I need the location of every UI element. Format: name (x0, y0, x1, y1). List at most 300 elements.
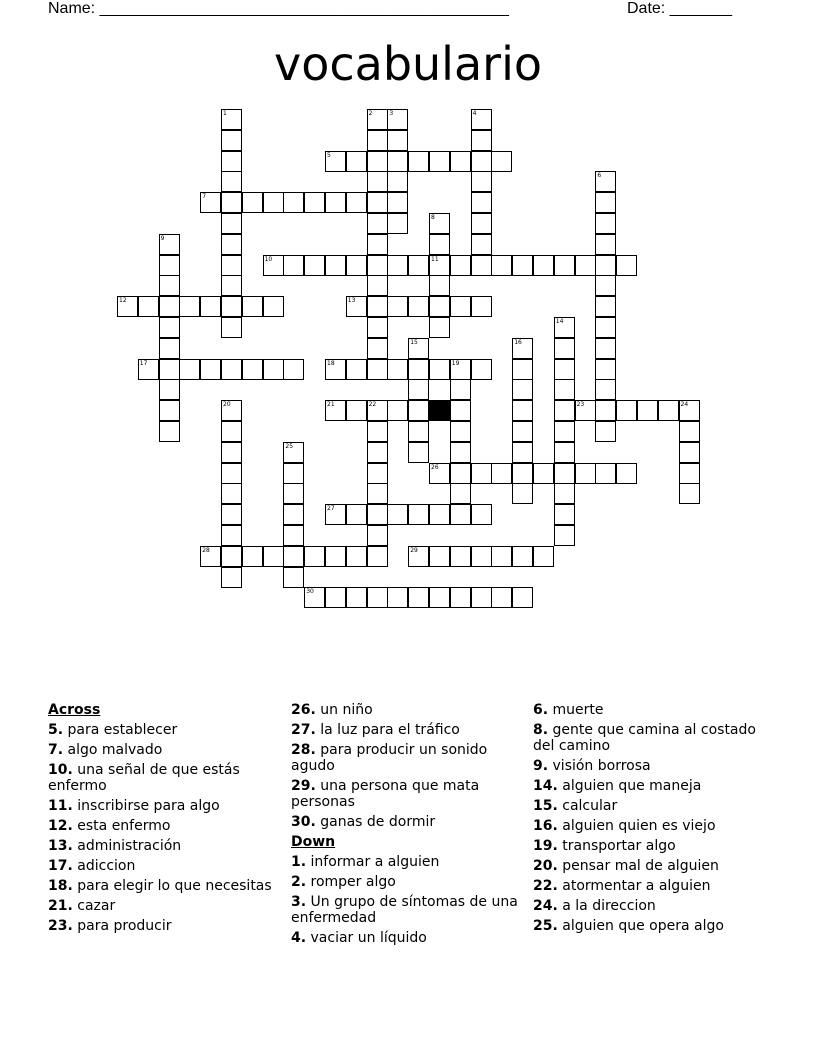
grid-cell[interactable] (595, 275, 616, 296)
grid-cell[interactable] (159, 359, 180, 380)
grid-cell[interactable] (512, 379, 533, 400)
clue-text: una persona que mata personas (291, 778, 480, 810)
grid-cell[interactable] (221, 109, 242, 130)
clue-number-label: 28. (291, 742, 316, 758)
grid-cell[interactable] (221, 151, 242, 172)
grid-cell[interactable] (283, 525, 304, 546)
grid-cell[interactable] (429, 587, 450, 608)
page-title: vocabulario (273, 37, 542, 91)
grid-cell[interactable] (512, 400, 533, 421)
grid-cell[interactable] (387, 587, 408, 608)
grid-cell[interactable] (346, 255, 367, 276)
grid-cell[interactable] (221, 192, 242, 213)
grid-cell[interactable] (429, 213, 450, 234)
grid-cell[interactable] (471, 463, 492, 484)
grid-cell[interactable] (471, 359, 492, 380)
grid-cell[interactable] (512, 483, 533, 504)
grid-cell[interactable] (450, 421, 471, 442)
grid-cell[interactable] (429, 359, 450, 380)
grid-cell[interactable] (554, 421, 575, 442)
clue-section-heading: Across (48, 702, 101, 718)
grid-cell[interactable] (491, 587, 512, 608)
clue-item (533, 818, 773, 834)
grid-cell[interactable] (471, 296, 492, 317)
grid-cell[interactable] (408, 379, 429, 400)
grid-cell[interactable] (367, 130, 388, 151)
clue-text: transportar algo (557, 838, 676, 854)
clue-number: 8 (431, 214, 435, 221)
grid-cell[interactable] (408, 359, 429, 380)
grid-cell[interactable] (367, 192, 388, 213)
grid-cell[interactable] (221, 130, 242, 151)
grid-cell[interactable] (429, 275, 450, 296)
grid-cell[interactable] (242, 192, 263, 213)
grid-cell[interactable] (387, 255, 408, 276)
clue-item (533, 858, 773, 874)
clue-number: 7 (202, 193, 207, 201)
clue-text: administración (72, 838, 182, 854)
grid-cell[interactable] (283, 359, 304, 380)
grid-cell[interactable] (554, 400, 575, 421)
grid-cell[interactable] (221, 442, 242, 463)
clue-item (48, 722, 288, 738)
grid-cell[interactable] (450, 504, 471, 525)
clue-text: muerte (548, 702, 604, 718)
grid-cell[interactable] (200, 359, 221, 380)
grid-cell[interactable] (200, 192, 221, 213)
clue-item (291, 722, 531, 738)
grid-cell[interactable] (346, 400, 367, 421)
grid-cell[interactable] (367, 359, 388, 380)
grid-cell[interactable] (304, 587, 325, 608)
grid-cell[interactable] (221, 234, 242, 255)
grid-cell[interactable] (429, 234, 450, 255)
grid-cell[interactable] (159, 400, 180, 421)
grid-cell[interactable] (429, 296, 450, 317)
grid-cell[interactable] (200, 296, 221, 317)
grid-cell[interactable] (346, 587, 367, 608)
grid-cell[interactable] (575, 400, 596, 421)
clue-number-label: 4. (291, 930, 307, 946)
grid-cell[interactable] (221, 567, 242, 588)
grid-cell[interactable] (408, 546, 429, 567)
grid-cell[interactable] (471, 234, 492, 255)
clue-item (291, 702, 531, 718)
grid-cell[interactable] (179, 296, 200, 317)
grid-cell[interactable] (408, 421, 429, 442)
clue-number: 6 (597, 172, 602, 180)
grid-cell[interactable] (283, 546, 304, 567)
clue-item (533, 778, 773, 794)
grid-cell[interactable] (679, 463, 700, 484)
grid-cell[interactable] (283, 442, 304, 463)
grid-cell[interactable] (450, 587, 471, 608)
clue-number-label: 21. (48, 898, 73, 914)
clue-item (533, 702, 773, 718)
grid-cell[interactable] (304, 255, 325, 276)
grid-cell[interactable] (491, 463, 512, 484)
grid-cell[interactable] (387, 504, 408, 525)
grid-cell[interactable] (346, 546, 367, 567)
grid-cell[interactable] (221, 546, 242, 567)
clue-number: 1 (223, 110, 227, 117)
grid-cell[interactable] (367, 151, 388, 172)
grid-cell[interactable] (408, 151, 429, 172)
clue-item (48, 858, 288, 874)
grid-cell[interactable] (595, 317, 616, 338)
grid-cell[interactable] (346, 359, 367, 380)
grid-cell[interactable] (367, 213, 388, 234)
grid-cell[interactable] (533, 255, 554, 276)
grid-cell[interactable] (491, 151, 512, 172)
grid-cell[interactable] (159, 275, 180, 296)
grid-cell[interactable] (471, 192, 492, 213)
grid-cell[interactable] (595, 421, 616, 442)
grid-cell[interactable] (471, 255, 492, 276)
clue-number: 17 (139, 359, 148, 367)
grid-cell[interactable] (325, 587, 346, 608)
grid-cell[interactable] (575, 255, 596, 276)
grid-cell[interactable] (159, 234, 180, 255)
grid-cell[interactable] (595, 255, 616, 276)
clue-text: pensar mal de alguien (557, 858, 719, 874)
clue-item (291, 854, 531, 870)
grid-cell[interactable] (679, 421, 700, 442)
clue-number: 20 (223, 401, 231, 409)
grid-cell[interactable] (283, 192, 304, 213)
grid-cell[interactable] (221, 525, 242, 546)
clue-number-label: 16. (533, 818, 558, 834)
grid-cell[interactable] (346, 504, 367, 525)
clue-text: cazar (72, 898, 116, 914)
grid-cell[interactable] (263, 192, 284, 213)
grid-cell[interactable] (367, 275, 388, 296)
grid-cell[interactable] (450, 442, 471, 463)
clue-number: 23 (576, 401, 585, 409)
clue-item (291, 814, 531, 830)
grid-cell[interactable] (429, 546, 450, 567)
grid-cell[interactable] (533, 463, 554, 484)
grid-cell[interactable] (408, 442, 429, 463)
grid-cell[interactable] (283, 504, 304, 525)
grid-cell[interactable] (491, 546, 512, 567)
grid-cell[interactable] (554, 255, 575, 276)
grid-cell[interactable] (387, 130, 408, 151)
grid-cell[interactable] (595, 234, 616, 255)
grid-cell[interactable] (679, 400, 700, 421)
grid-cell[interactable] (325, 400, 346, 421)
grid-cell[interactable] (491, 255, 512, 276)
clue-text: ganas de dormir (315, 814, 436, 830)
grid-cell[interactable] (387, 296, 408, 317)
clue-text: para elegir lo que necesitas (72, 878, 272, 894)
grid-cell[interactable] (367, 171, 388, 192)
grid-cell[interactable] (283, 255, 304, 276)
grid-cell[interactable] (242, 546, 263, 567)
grid-cell[interactable] (408, 296, 429, 317)
grid-cell[interactable] (159, 317, 180, 338)
grid-cell[interactable] (554, 463, 575, 484)
clue-text: alguien quien es viejo (557, 818, 716, 834)
clue-text: vaciar un líquido (306, 930, 427, 946)
grid-cell[interactable] (367, 338, 388, 359)
grid-cell[interactable] (325, 504, 346, 525)
clue-item (533, 898, 773, 914)
grid-cell[interactable] (450, 400, 471, 421)
grid-cell[interactable] (138, 359, 159, 380)
grid-cell[interactable] (471, 171, 492, 192)
clue-item (533, 838, 773, 854)
clue-item (533, 798, 773, 814)
grid-cell[interactable] (367, 317, 388, 338)
grid-cell[interactable] (367, 546, 388, 567)
grid-cell[interactable] (512, 338, 533, 359)
grid-cell[interactable] (450, 359, 471, 380)
clue-number-label: 26. (291, 702, 316, 718)
grid-cell[interactable] (450, 463, 471, 484)
grid-cell[interactable] (221, 275, 242, 296)
grid-cell[interactable] (367, 234, 388, 255)
grid-cell[interactable] (595, 338, 616, 359)
grid-cell[interactable] (679, 442, 700, 463)
grid-cell[interactable] (450, 379, 471, 400)
grid-cell[interactable] (554, 338, 575, 359)
grid-cell[interactable] (512, 587, 533, 608)
grid-cell[interactable] (512, 255, 533, 276)
grid-cell[interactable] (512, 463, 533, 484)
grid-cell[interactable] (450, 255, 471, 276)
grid-cell[interactable] (159, 296, 180, 317)
grid-cell[interactable] (512, 546, 533, 567)
grid-cell[interactable] (429, 317, 450, 338)
grid-cell[interactable] (221, 213, 242, 234)
grid-cell[interactable] (304, 546, 325, 567)
grid-cell[interactable] (221, 296, 242, 317)
grid-cell[interactable] (242, 359, 263, 380)
grid-cell[interactable] (512, 442, 533, 463)
grid-cell[interactable] (471, 109, 492, 130)
grid-cell[interactable] (367, 109, 388, 130)
grid-cell[interactable] (346, 296, 367, 317)
clue-item (291, 742, 531, 774)
grid-cell[interactable] (658, 400, 679, 421)
grid-cell[interactable] (200, 546, 221, 567)
grid-cell[interactable] (325, 546, 346, 567)
grid-cell[interactable] (616, 255, 637, 276)
grid-cell[interactable] (283, 463, 304, 484)
clue-number-label: 6. (533, 702, 549, 718)
clue-text: a la direccion (557, 898, 656, 914)
clue-number: 4 (472, 110, 477, 117)
grid-cell[interactable] (429, 504, 450, 525)
grid-cell[interactable] (325, 151, 346, 172)
clue-number-label: 20. (533, 858, 558, 874)
grid-cell[interactable] (616, 400, 637, 421)
clue-number: 12 (119, 297, 127, 305)
grid-cell[interactable] (221, 400, 242, 421)
grid-cell[interactable] (179, 359, 200, 380)
grid-cell[interactable] (117, 296, 138, 317)
clue-number-label: 11. (48, 798, 73, 814)
grid-cell[interactable] (575, 463, 596, 484)
grid-cell[interactable] (595, 400, 616, 421)
grid-cell[interactable] (533, 546, 554, 567)
clue-text: visión borrosa (548, 758, 651, 774)
grid-cell[interactable] (408, 338, 429, 359)
grid-cell[interactable] (471, 151, 492, 172)
grid-cell[interactable] (387, 109, 408, 130)
clue-number-label: 13. (48, 838, 73, 854)
clue-number: 2 (368, 110, 373, 117)
grid-cell[interactable] (554, 442, 575, 463)
grid-cell[interactable] (471, 130, 492, 151)
grid-cell[interactable] (325, 359, 346, 380)
grid-cell[interactable] (554, 504, 575, 525)
grid-cell[interactable] (325, 255, 346, 276)
clue-number: 22 (368, 401, 377, 409)
date-field[interactable]: Date: _______ (627, 0, 732, 17)
grid-cell[interactable] (159, 421, 180, 442)
grid-cell[interactable] (637, 400, 658, 421)
grid-cell[interactable] (263, 296, 284, 317)
grid-cell[interactable] (263, 255, 284, 276)
grid-cell[interactable] (512, 359, 533, 380)
grid-cell[interactable] (595, 192, 616, 213)
grid-cell[interactable] (595, 379, 616, 400)
grid-cell[interactable] (408, 255, 429, 276)
grid-cell[interactable] (367, 463, 388, 484)
grid-cell[interactable] (595, 296, 616, 317)
grid-cell[interactable] (221, 255, 242, 276)
clue-item (48, 898, 288, 914)
black-cell (429, 400, 450, 421)
grid-cell[interactable] (221, 359, 242, 380)
grid-cell[interactable] (242, 296, 263, 317)
clue-number: 27 (327, 505, 335, 513)
grid-cell[interactable] (408, 587, 429, 608)
grid-cell[interactable] (595, 463, 616, 484)
clue-number-label: 8. (533, 722, 549, 738)
grid-cell[interactable] (367, 296, 388, 317)
grid-cell[interactable] (221, 421, 242, 442)
grid-cell[interactable] (471, 213, 492, 234)
grid-cell[interactable] (595, 171, 616, 192)
grid-cell[interactable] (387, 151, 408, 172)
grid-cell[interactable] (616, 463, 637, 484)
clue-item (533, 722, 773, 754)
clue-number-label: 15. (533, 798, 558, 814)
grid-cell[interactable] (367, 525, 388, 546)
grid-cell[interactable] (387, 192, 408, 213)
grid-cell[interactable] (471, 546, 492, 567)
name-field[interactable]: Name: ______________________________________________ (48, 0, 509, 17)
grid-cell[interactable] (159, 255, 180, 276)
clue-text: alguien que opera algo (557, 918, 724, 934)
grid-cell[interactable] (367, 483, 388, 504)
grid-cell[interactable] (554, 379, 575, 400)
grid-cell[interactable] (221, 171, 242, 192)
clue-number-label: 7. (48, 742, 64, 758)
grid-cell[interactable] (346, 192, 367, 213)
grid-cell[interactable] (450, 151, 471, 172)
grid-cell[interactable] (408, 504, 429, 525)
clue-number-label: 27. (291, 722, 316, 738)
clue-item (291, 930, 531, 946)
grid-cell[interactable] (367, 255, 388, 276)
clue-number-label: 24. (533, 898, 558, 914)
grid-cell[interactable] (429, 255, 450, 276)
grid-cell[interactable] (159, 379, 180, 400)
grid-cell[interactable] (679, 483, 700, 504)
grid-cell[interactable] (159, 338, 180, 359)
clue-item (48, 878, 288, 894)
grid-cell[interactable] (263, 546, 284, 567)
grid-cell[interactable] (554, 359, 575, 380)
grid-cell[interactable] (283, 567, 304, 588)
grid-cell[interactable] (450, 296, 471, 317)
grid-cell[interactable] (283, 483, 304, 504)
clue-text: esta enfermo (72, 818, 171, 834)
clue-text: inscribirse para algo (72, 798, 220, 814)
grid-cell[interactable] (595, 213, 616, 234)
clue-item (291, 894, 531, 926)
grid-cell[interactable] (346, 151, 367, 172)
grid-cell[interactable] (387, 171, 408, 192)
grid-cell[interactable] (367, 442, 388, 463)
clue-number-label: 23. (48, 918, 73, 934)
clue-number: 25 (285, 442, 294, 450)
grid-cell[interactable] (471, 504, 492, 525)
grid-cell[interactable] (450, 546, 471, 567)
grid-cell[interactable] (512, 421, 533, 442)
grid-cell[interactable] (554, 483, 575, 504)
grid-cell[interactable] (554, 317, 575, 338)
grid-cell[interactable] (367, 421, 388, 442)
grid-cell[interactable] (263, 359, 284, 380)
grid-cell[interactable] (367, 587, 388, 608)
grid-cell[interactable] (367, 504, 388, 525)
clue-number: 13 (347, 297, 356, 305)
grid-cell[interactable] (429, 151, 450, 172)
grid-cell[interactable] (595, 359, 616, 380)
clue-number: 30 (306, 588, 314, 596)
clue-number: 16 (514, 338, 522, 346)
grid-cell[interactable] (138, 296, 159, 317)
grid-cell[interactable] (554, 525, 575, 546)
grid-cell[interactable] (408, 400, 429, 421)
clue-text: para producir un sonido agudo (291, 742, 488, 774)
grid-cell[interactable] (221, 463, 242, 484)
grid-cell[interactable] (221, 504, 242, 525)
clue-number-label: 22. (533, 878, 558, 894)
grid-cell[interactable] (387, 400, 408, 421)
grid-cell[interactable] (387, 213, 408, 234)
clue-item (48, 818, 288, 834)
clue-number-label: 5. (48, 722, 64, 738)
clue-section-heading: Down (291, 834, 336, 850)
grid-cell[interactable] (471, 587, 492, 608)
clue-number-label: 2. (291, 874, 307, 890)
clue-number: 19 (451, 359, 460, 367)
grid-cell[interactable] (304, 192, 325, 213)
grid-cell[interactable] (387, 359, 408, 380)
grid-cell[interactable] (221, 483, 242, 504)
grid-cell[interactable] (221, 317, 242, 338)
grid-cell[interactable] (429, 463, 450, 484)
grid-cell[interactable] (367, 400, 388, 421)
grid-cell[interactable] (450, 483, 471, 504)
grid-cell[interactable] (325, 192, 346, 213)
